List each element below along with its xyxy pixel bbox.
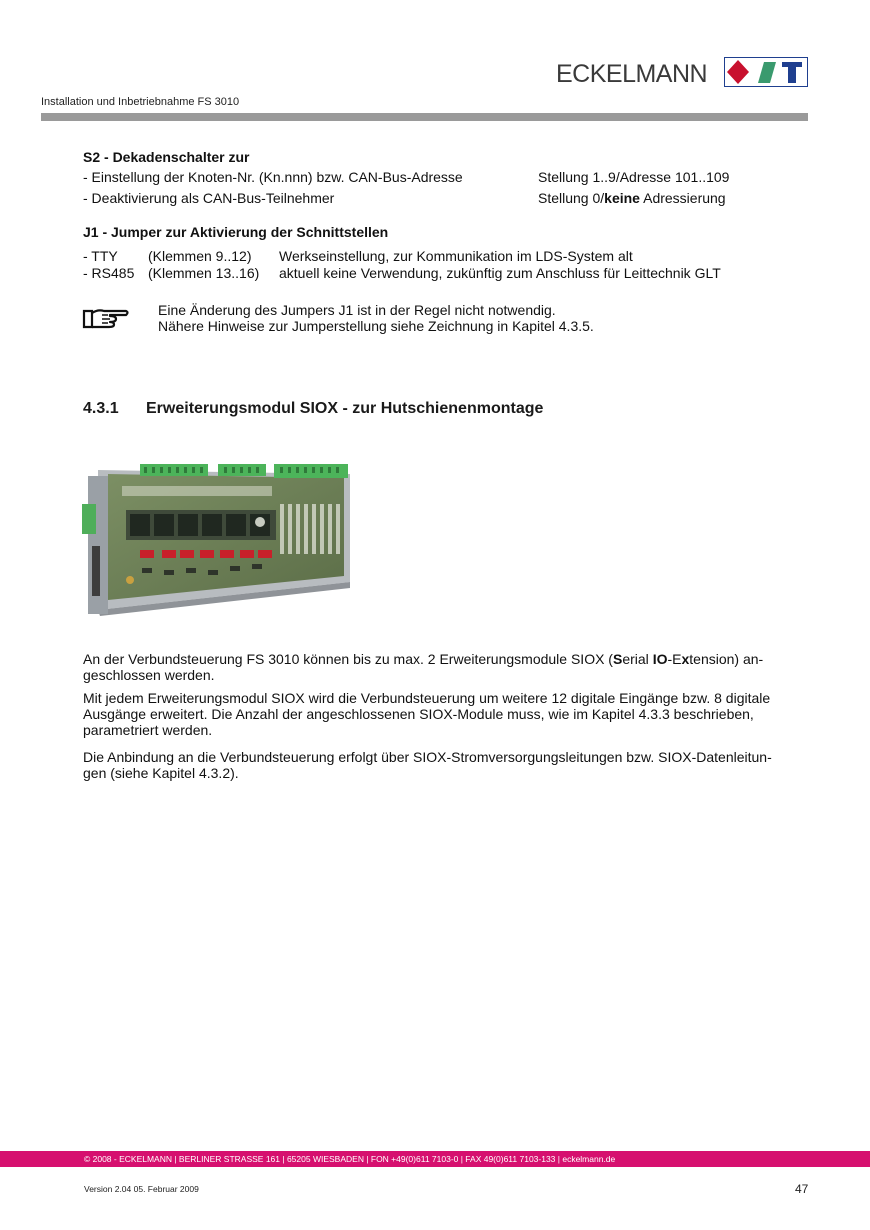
siox-module-photo xyxy=(82,460,354,620)
document-title: Installation und Inbetriebnahme FS 3010 xyxy=(41,96,240,108)
s2-row-2-left: - Deaktivierung als CAN-Bus-Teilnehmer xyxy=(83,190,335,206)
p1-text-c: erial xyxy=(622,651,653,667)
s2-row-1-right: Stellung 1..9/Adresse 101..109 xyxy=(538,169,730,185)
footer-version: Version 2.04 05. Februar 2009 xyxy=(84,1184,199,1194)
j1-row-1-terminals: (Klemmen 9..12) xyxy=(148,248,252,264)
s2-row-1-left: - Einstellung der Knoten-Nr. (Kn.nnn) bzw. CAN-Bus-Adresse xyxy=(83,169,463,185)
s2-row-2-right-post: Adressierung xyxy=(639,190,726,206)
paragraph-1 xyxy=(83,651,803,683)
p1-text-d: -E xyxy=(667,651,682,667)
header-divider xyxy=(41,113,808,121)
logo-wordmark: ECKELMANN xyxy=(556,60,708,88)
section-number: 4.3.1 xyxy=(83,400,119,417)
paragraph-1-line-2: geschlossen werden. xyxy=(83,667,215,683)
j1-row-1-name: - TTY xyxy=(83,248,118,264)
pointing-hand-icon xyxy=(82,305,130,331)
p1-bold-s: S xyxy=(612,651,623,667)
p1-bold-io: IO xyxy=(652,651,668,667)
paragraph-3-line-1: Die Anbindung an die Verbundsteuerung erfolgt über SIOX-Stromversorgungsleitungen bzw. SIOX-Datenleitun- xyxy=(83,749,772,765)
paragraph-3-line-2: gen (siehe Kapitel 4.3.2). xyxy=(83,765,239,781)
paragraph-2-line-1: Mit jedem Erweiterungsmodul SIOX wird die Verbundsteuerung um weitere 12 digitale Eingänge bzw. 8 digitale xyxy=(83,690,771,706)
paragraph-3 xyxy=(83,749,803,781)
p1-bold-x: x xyxy=(681,651,690,667)
footer-copyright: © 2008 - ECKELMANN | BERLINER STRASSE 161 | 65205 WIESBADEN | FON +49(0)611 7103-0 | FAX 49(0)611 7103-133 | eckelmann.de xyxy=(84,1154,616,1164)
s2-row-2-right-bold: keine xyxy=(604,190,640,206)
p1-text-a: An der Verbundsteuerung FS 3010 können bis zu max. 2 Erweiterungsmodule SIOX ( xyxy=(83,651,613,667)
j1-row-2-terminals: (Klemmen 13..16) xyxy=(148,265,260,281)
paragraph-2-line-3: parametriert werden. xyxy=(83,722,213,738)
paragraph-1-line-1 xyxy=(83,651,803,667)
s2-heading: S2 - Dekadenschalter zur xyxy=(83,149,250,165)
eckelmann-logo-icon xyxy=(724,57,808,87)
p1-text-e: tension) an- xyxy=(689,651,764,667)
j1-row-1-desc: Werkseinstellung, zur Kommunikation im LDS-System alt xyxy=(279,248,633,264)
page-number: 47 xyxy=(795,1182,809,1196)
paragraph-2 xyxy=(83,690,803,738)
s2-row-2-right-pre: Stellung 0/ xyxy=(538,190,605,206)
paragraph-2-line-2: Ausgänge erweitert. Die Anzahl der angeschlossenen SIOX-Module muss, wie im Kapitel 4.3.3 beschrieben, xyxy=(83,706,754,722)
section-title: Erweiterungsmodul SIOX - zur Hutschienenmontage xyxy=(146,400,544,417)
note-line-1: Eine Änderung des Jumpers J1 ist in der Regel nicht notwendig. xyxy=(158,302,556,318)
note-line-2: Nähere Hinweise zur Jumperstellung siehe Zeichnung in Kapitel 4.3.5. xyxy=(158,318,594,334)
j1-heading: J1 - Jumper zur Aktivierung der Schnittstellen xyxy=(83,224,389,240)
j1-row-2-name: - RS485 xyxy=(83,265,135,281)
j1-row-2-desc: aktuell keine Verwendung, zukünftig zum Anschluss für Leittechnik GLT xyxy=(279,265,721,281)
s2-row-2-right xyxy=(538,188,726,208)
